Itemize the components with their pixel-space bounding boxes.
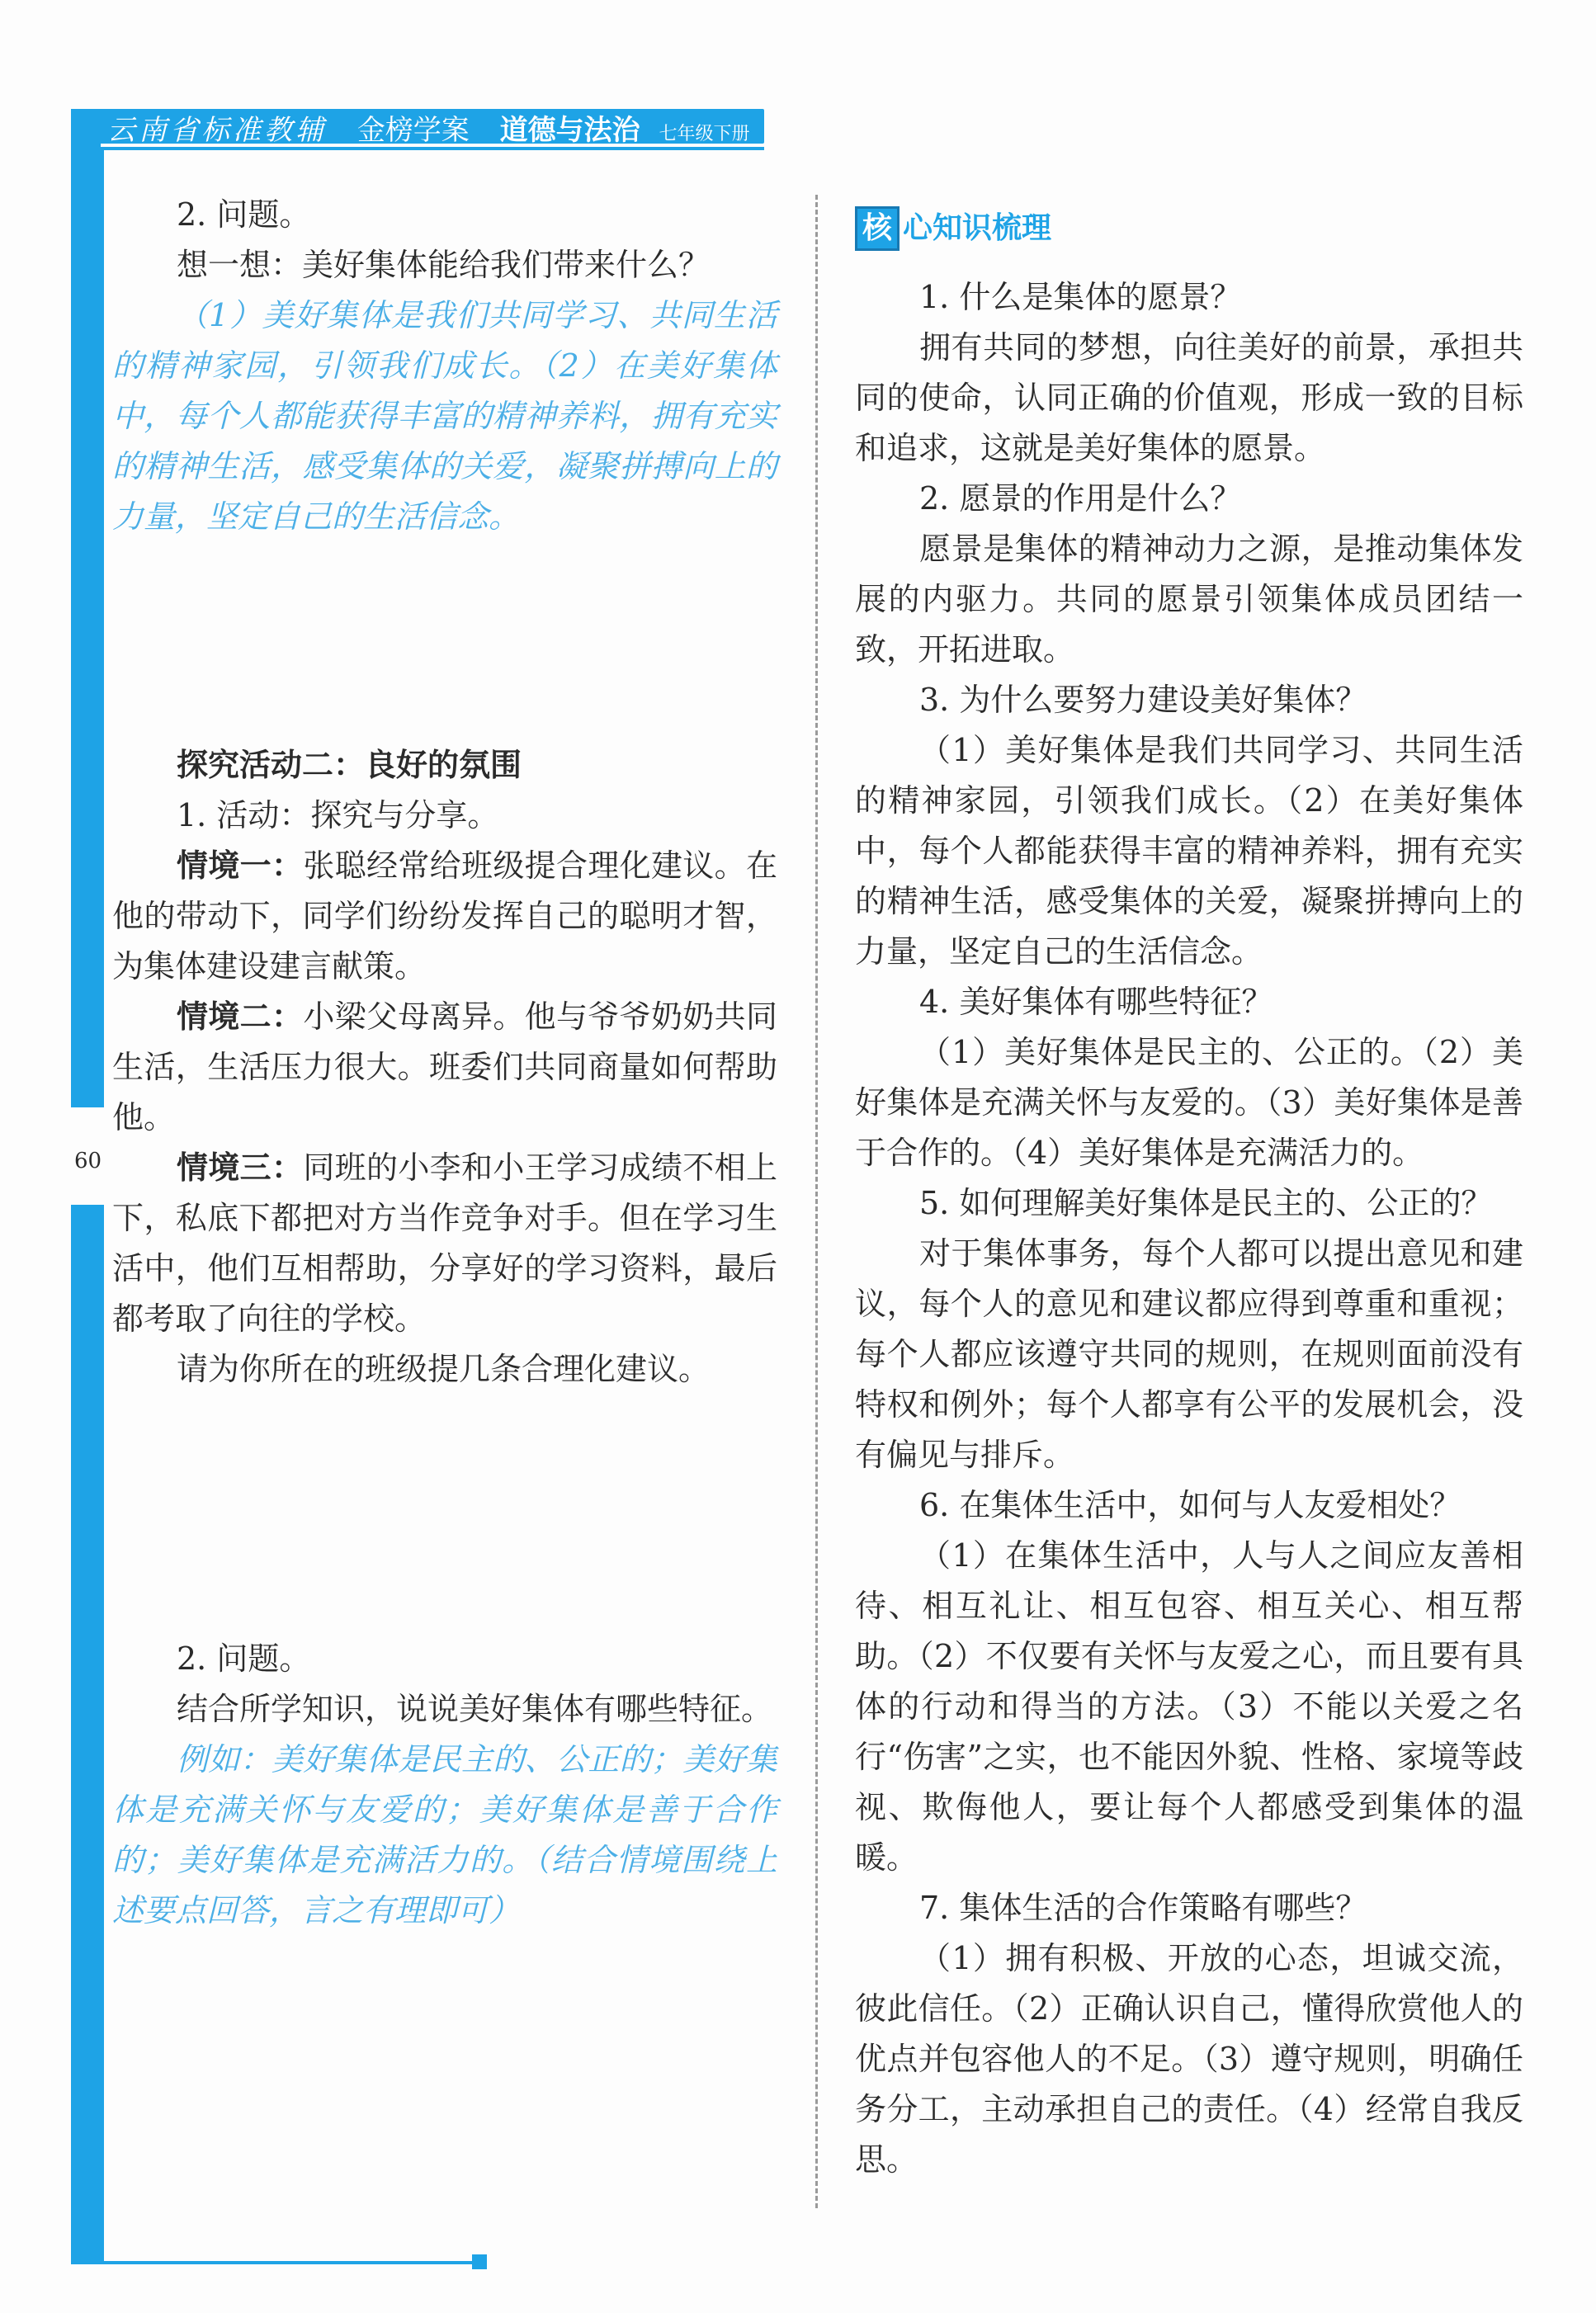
knowledge-answer: （1）美好集体是我们共同学习、共同生活的精神家园，引领我们成长。（2）在美好集体中，每个人都能获得丰富的精神养料，拥有充实的精神生活，感受集体的关爱，凝聚拼搏向上的力量，坚定自己的生活信念。	[855, 732, 1523, 970]
knowledge-question: 4. 美好集体有哪些特征？	[919, 984, 1273, 1020]
running-header	[107, 107, 749, 148]
core-title-char: 核	[862, 211, 892, 245]
scenario-1-text: 张聪经常给班级提合理化建议。在他的带动下，同学们纷纷发挥自己的聪明才智，为集体建设建言献策。	[112, 847, 777, 984]
knowledge-question: 2. 愿景的作用是什么？	[919, 480, 1242, 517]
knowledge-answer: （1）美好集体是民主的、公正的。（2）美好集体是充满关怀与友爱的。（3）美好集体是善于合作的。（4）美好集体是充满活力的。	[855, 1034, 1523, 1171]
knowledge-answer: 拥有共同的梦想，向往美好的前景，承担共同的使命，认同正确的价值观，形成一致的目标和追求，这就是美好集体的愿景。	[855, 329, 1523, 466]
frame-left-top	[71, 109, 101, 1107]
question-prompt: 结合所学知识，说说美好集体有哪些特征。	[177, 1691, 773, 1727]
page-number: 60	[74, 1149, 102, 1173]
header-grade: 七年级下册	[659, 124, 750, 144]
knowledge-question: 7. 集体生活的合作策略有哪些？	[919, 1890, 1367, 1926]
knowledge-answer: 对于集体事务，每个人都可以提出意见和建议，每个人的意见和建议都应得到尊重和重视；每个人都应该遵守共同的规则，在规则面前没有特权和例外；每个人都享有公平的发展机会，没有偏见与排斥。	[855, 1235, 1523, 1473]
column-divider	[815, 195, 818, 2208]
knowledge-question: 6. 在集体生活中，如何与人友爱相处？	[919, 1487, 1461, 1523]
knowledge-question: 5. 如何理解美好集体是民主的、公正的？	[919, 1185, 1493, 1221]
knowledge-answer: 愿景是集体的精神动力之源，是推动集体发展的内驱力。共同的愿景引领集体成员团结一致，开拓进取。	[855, 531, 1523, 668]
scenario-1	[112, 841, 777, 992]
core-knowledge-title: 心知识梳理	[903, 211, 1052, 245]
core-title-box	[855, 206, 900, 251]
header-subject: 道德与法治	[499, 114, 640, 147]
left-column	[112, 190, 777, 1936]
right-column	[855, 272, 1523, 2185]
header-series: 金榜学案	[357, 114, 470, 147]
scenario-3	[112, 1143, 777, 1344]
scenario-2-label: 情境二：	[177, 998, 304, 1035]
question-label: 2. 问题。	[177, 1640, 311, 1677]
activity-item: 1. 活动：探究与分享。	[177, 797, 499, 833]
answer-text: 例如：美好集体是民主的、公正的；美好集体是充满关怀与友爱的；美好集体是善于合作的；美好集体是充满活力的。（结合情境围绕上述要点回答，言之有理即可）	[112, 1741, 777, 1928]
answer-space	[112, 542, 777, 740]
scenario-3-text: 同班的小李和小王学习成绩不相上下，私底下都把对方当作竞争对手。但在学习生活中，他们互相帮助，分享好的学习资料，最后都考取了向往的学校。	[112, 1149, 777, 1337]
knowledge-answer: （1）拥有积极、开放的心态，坦诚交流，彼此信任。（2）正确认识自己，懂得欣赏他人的优点并包容他人的不足。（3）遵守规则，明确任务分工，主动承担自己的责任。（4）经常自我反思。	[855, 1940, 1523, 2178]
knowledge-question: 3. 为什么要努力建设美好集体？	[919, 682, 1367, 718]
activity-title: 探究活动二：良好的氛围	[177, 747, 522, 783]
scenario-2	[112, 992, 777, 1143]
frame-left-top-inner	[101, 150, 104, 1107]
answer-space	[112, 1395, 777, 1634]
scenario-prompt: 请为你所在的班级提几条合理化建议。	[177, 1351, 711, 1387]
frame-bottom	[71, 2261, 484, 2264]
question-label: 2. 问题。	[177, 196, 311, 233]
frame-left-bottom-inner	[101, 1205, 104, 2261]
knowledge-question: 1. 什么是集体的愿景？	[919, 279, 1242, 315]
knowledge-answer: （1）在集体生活中，人与人之间应友善相待、相互礼让、相互包容、相互关心、相互帮助。（2）不仅要有关怀与友爱之心，而且要有具体的行动和得当的方法。（3）不能以关爱之名行“伤害”之实，也不能因外貌、性格、家境等歧视、欺侮他人，要让每个人都感受到集体的温暖。	[855, 1537, 1523, 1876]
scenario-1-label: 情境一：	[177, 847, 304, 884]
scenario-3-label: 情境三：	[177, 1149, 304, 1186]
answer-text: （1）美好集体是我们共同学习、共同生活的精神家园，引领我们成长。（2）在美好集体中，每个人都能获得丰富的精神养料，拥有充实的精神生活，感受集体的关爱，凝聚拼搏向上的力量，坚定自己的生活信念。	[112, 297, 777, 535]
scenario-2-text: 小梁父母离异。他与爷爷奶奶共同生活，生活压力很大。班委们共同商量如何帮助他。	[112, 998, 777, 1135]
header-brand: 云南省标准教辅	[107, 114, 327, 147]
question-prompt: 想一想：美好集体能给我们带来什么？	[177, 247, 711, 283]
frame-left-bottom	[71, 1205, 101, 2261]
frame-corner-square	[472, 2254, 487, 2269]
